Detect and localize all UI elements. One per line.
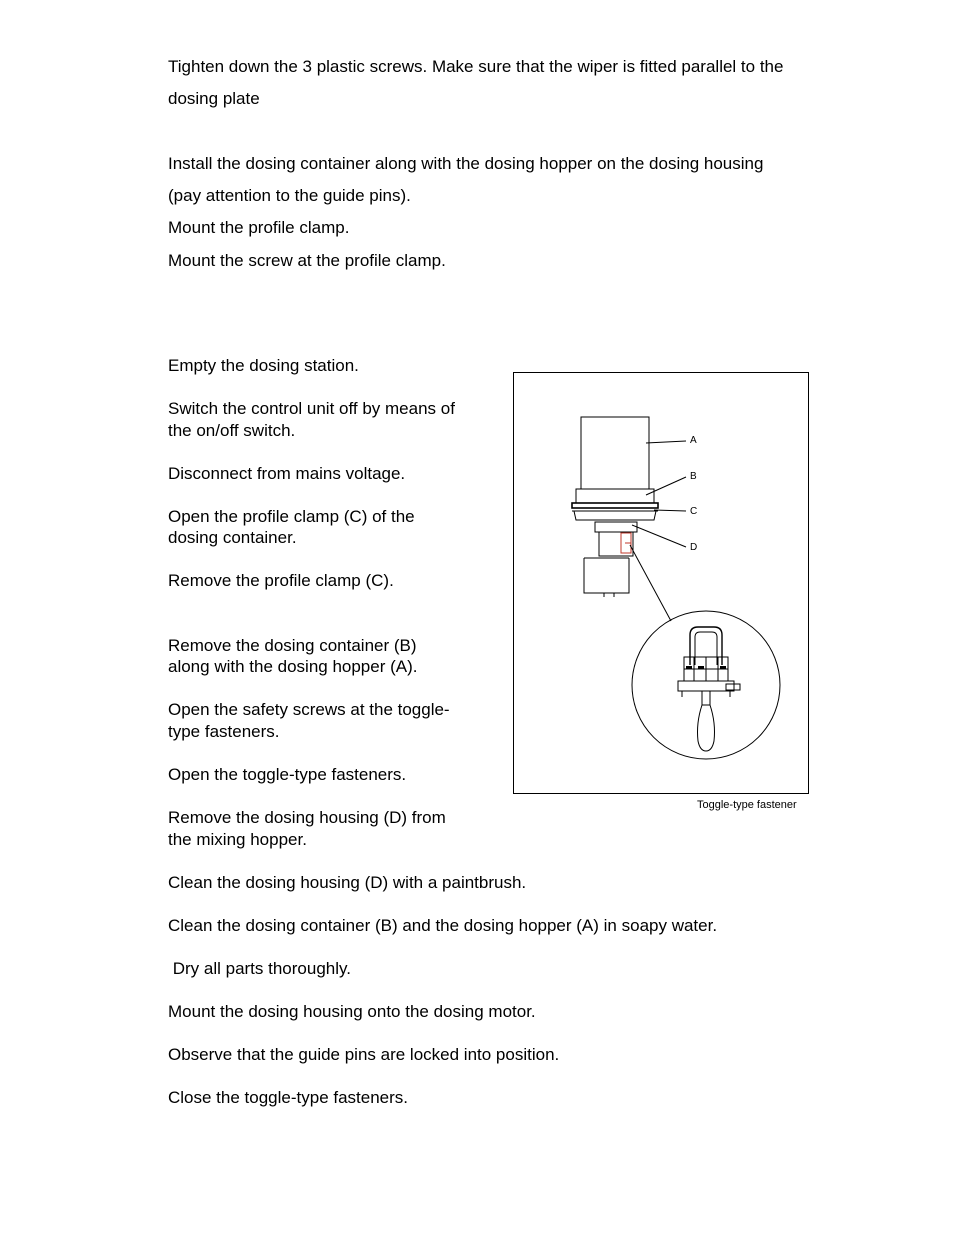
detail-circle <box>632 611 780 759</box>
paragraph-line: (pay attention to the guide pins). <box>168 186 411 205</box>
detail-pointer-line <box>630 545 671 621</box>
step-text: Observe that the guide pins are locked into position. <box>168 1045 560 1064</box>
leader-line-b <box>646 477 686 495</box>
step-text: along with the dosing hopper (A). <box>168 657 418 676</box>
leader-line-a <box>646 441 686 443</box>
dosing-station-figure <box>513 372 809 794</box>
paragraph-line: Mount the profile clamp. <box>168 218 350 237</box>
paragraph-line: Install the dosing container along with the dosing hopper on the dosing housing <box>168 154 764 173</box>
step-text: Switch the control unit off by means of <box>168 399 455 418</box>
label-b: B <box>690 471 697 482</box>
paragraph-line: Tighten down the 3 plastic screws. Make sure that the wiper is fitted parallel to the <box>168 57 784 76</box>
step-text: Mount the dosing housing onto the dosing motor. <box>168 1002 536 1021</box>
step-text: Open the safety screws at the toggle- <box>168 700 450 719</box>
paragraph-line: dosing plate <box>168 89 260 108</box>
profile-clamp-shape <box>572 503 658 508</box>
step-text: Empty the dosing station. <box>168 356 359 375</box>
step-text: Close the toggle-type fasteners. <box>168 1088 409 1107</box>
step-text: Open the profile clamp (C) of the <box>168 507 415 526</box>
label-a: A <box>690 435 697 446</box>
paragraph-line: Mount the screw at the profile clamp. <box>168 251 446 270</box>
dosing-hopper-shape <box>581 417 649 489</box>
lever-handle-shape <box>698 705 715 751</box>
figure-caption: Toggle-type fastener <box>697 799 797 811</box>
step-text: the on/off switch. <box>168 421 296 440</box>
step-text: type fasteners. <box>168 722 280 741</box>
step-text: Dry all parts thoroughly. <box>168 959 351 978</box>
dosing-housing-shape <box>595 522 637 532</box>
step-text: Clean the dosing container (B) and the dosing hopper (A) in soapy water. <box>168 916 718 935</box>
step-text: Open the toggle-type fasteners. <box>168 765 407 784</box>
step-text: Disconnect from mains voltage. <box>168 464 406 483</box>
leader-line-d <box>632 525 686 547</box>
step-text: Clean the dosing housing (D) with a paintbrush. <box>168 873 527 892</box>
step-text: Remove the dosing housing (D) from <box>168 808 446 827</box>
step-text: Remove the profile clamp (C). <box>168 571 394 590</box>
dosing-station-drawing <box>514 373 810 795</box>
label-c: C <box>690 506 698 517</box>
label-d: D <box>690 542 698 553</box>
step-text: the mixing hopper. <box>168 830 307 849</box>
dosing-container-shape <box>576 489 654 503</box>
leader-line-c <box>654 510 686 511</box>
step-text: dosing container. <box>168 528 297 547</box>
step-text: Remove the dosing container (B) <box>168 636 417 655</box>
